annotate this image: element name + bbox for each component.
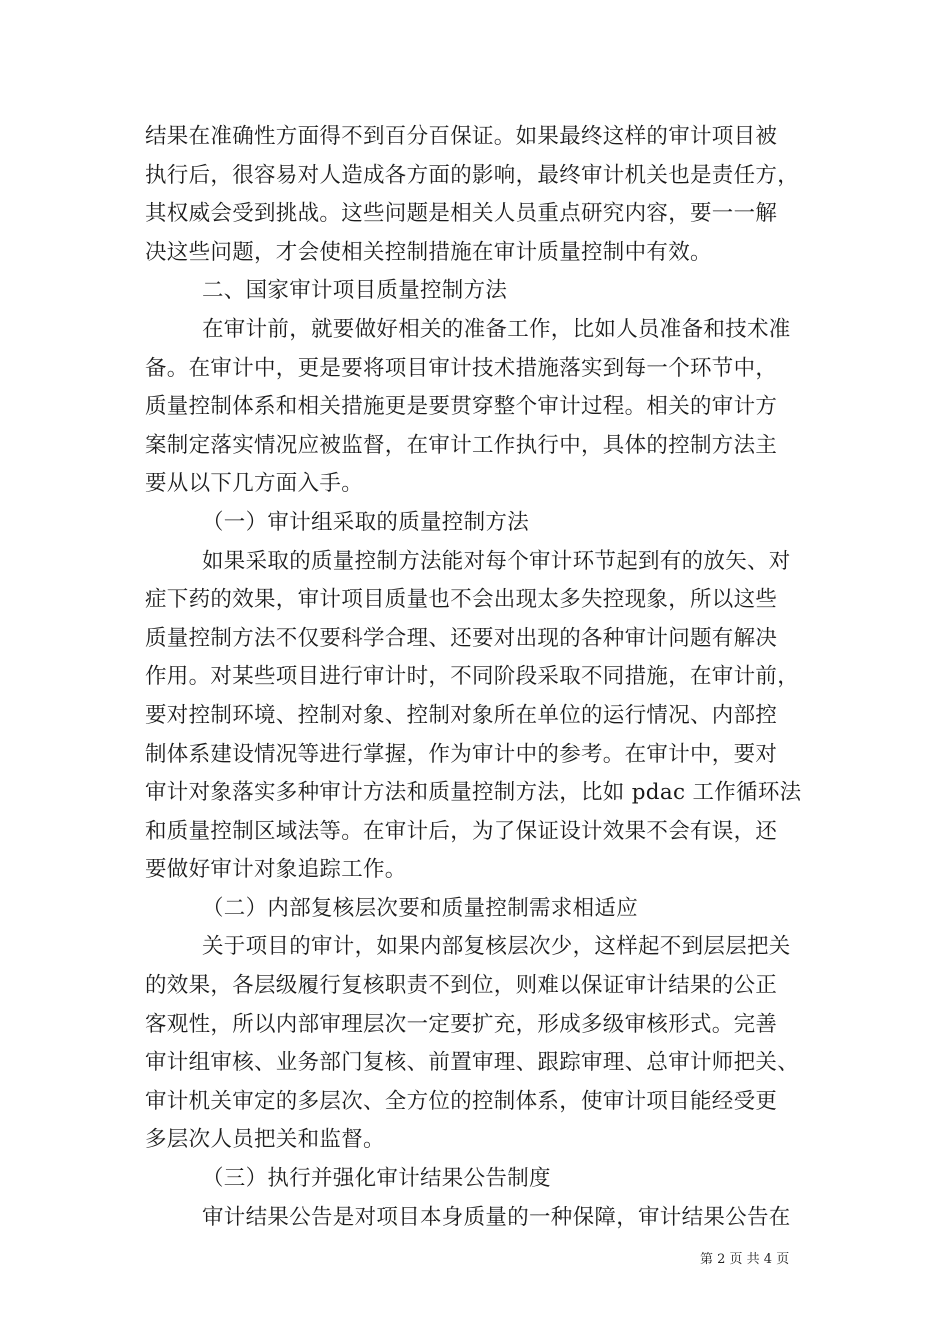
text-line: 在审计前，就要做好相关的准备工作，比如人员准备和技术准 — [202, 316, 791, 342]
text-line: 关于项目的审计，如果内部复核层次少，这样起不到层层把关 — [202, 934, 791, 960]
text-line: （二）内部复核层次要和质量控制需求相适应 — [202, 895, 639, 921]
document-body — [145, 118, 810, 1237]
text-line: 质量控制方法不仅要科学合理、还要对出现的各种审计问题有解决 — [145, 625, 778, 651]
text-line: 质量控制体系和相关措施更是要贯穿整个审计过程。相关的审计方 — [145, 394, 778, 420]
text-line: 症下药的效果，审计项目质量也不会出现太多失控现象，所以这些 — [145, 587, 778, 613]
text-line: 审计组审核、业务部门复核、前置审理、跟踪审理、总审计师把关、 — [145, 1050, 800, 1076]
page-number-footer: 第 2 页 共 4 页 — [700, 1252, 790, 1267]
text-line: 审计机关审定的多层次、全方位的控制体系，使审计项目能经受更 — [145, 1088, 778, 1114]
text-line: 要做好审计对象追踪工作。 — [145, 857, 407, 883]
text-line: 案制定落实情况应被监督，在审计工作执行中，具体的控制方法主 — [145, 432, 778, 458]
text-line: 备。在审计中，更是要将项目审计技术措施落实到每一个环节中， — [145, 355, 778, 381]
text-line: 执行后，很容易对人造成各方面的影响，最终审计机关也是责任方， — [145, 162, 800, 188]
text-line: 多层次人员把关和监督。 — [145, 1127, 385, 1153]
text-line: （一）审计组采取的质量控制方法 — [202, 509, 530, 535]
text-line: 要对控制环境、控制对象、控制对象所在单位的运行情况、内部控 — [145, 702, 778, 728]
text-line: 的效果，各层级履行复核职责不到位，则难以保证审计结果的公正 — [145, 973, 778, 999]
text-line: 其权威会受到挑战。这些问题是相关人员重点研究内容，要一一解 — [145, 201, 778, 227]
text-line: 二、国家审计项目质量控制方法 — [202, 278, 508, 304]
text-line: 要从以下几方面入手。 — [145, 471, 364, 497]
text-line: 审计对象落实多种审计方法和质量控制方法，比如 pdac 工作循环法 — [145, 780, 802, 806]
text-line: 结果在准确性方面得不到百分百保证。如果最终这样的审计项目被 — [145, 124, 778, 149]
text-line: 如果采取的质量控制方法能对每个审计环节起到有的放矢、对 — [202, 548, 791, 574]
text-line: （三）执行并强化审计结果公告制度 — [202, 1166, 551, 1192]
text-line: 客观性，所以内部审理层次一定要扩充，形成多级审核形式。完善 — [145, 1011, 778, 1037]
text-line: 决这些问题，才会使相关控制措施在审计质量控制中有效。 — [145, 239, 712, 265]
text-line: 作用。对某些项目进行审计时，不同阶段采取不同措施，在审计前， — [145, 664, 800, 690]
text-line: 制体系建设情况等进行掌握，作为审计中的参考。在审计中，要对 — [145, 741, 778, 767]
text-line: 审计结果公告是对项目本身质量的一种保障，审计结果公告在 — [202, 1204, 791, 1230]
text-line: 和质量控制区域法等。在审计后，为了保证设计效果不会有误，还 — [145, 818, 778, 844]
